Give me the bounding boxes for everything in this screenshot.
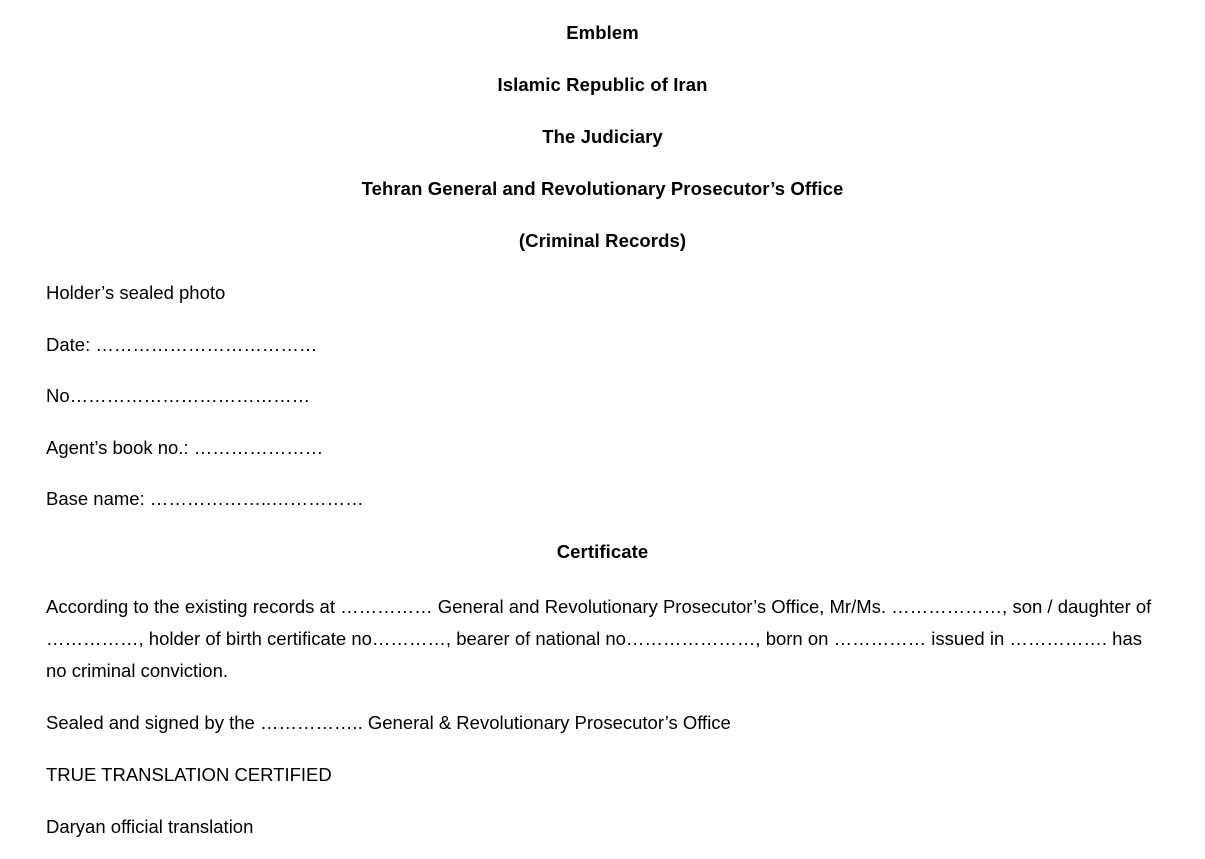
paragraph-translator-name: Daryan official translation bbox=[46, 816, 254, 837]
paragraph-true-translation-certified: TRUE TRANSLATION CERTIFIED bbox=[46, 764, 332, 785]
paragraph-main-statement: According to the existing records at …………… General and Revolutionary Prosecutor’s Office, Mr/Ms. ………………, son / daughter of ……………, holder of birth certificate no…………, bearer of national no…………………, born on …………… issued in ……………. has no criminal conviction. bbox=[46, 596, 1152, 681]
heading-judiciary: The Judiciary bbox=[542, 126, 663, 147]
paragraph-sealed-signed: Sealed and signed by the …………….. General & Revolutionary Prosecutor’s Office bbox=[46, 712, 731, 733]
field-agent-book-no: Agent’s book no.: ………………… bbox=[46, 437, 324, 458]
field-number: No………………………………… bbox=[46, 385, 311, 406]
heading-criminal-records: (Criminal Records) bbox=[518, 230, 687, 251]
heading-country: Islamic Republic of Iran bbox=[497, 74, 708, 95]
field-base-name: Base name: ………………..…………… bbox=[46, 488, 364, 509]
field-date: Date: ……………………………… bbox=[46, 334, 318, 355]
heading-prosecutors-office: Tehran General and Revolutionary Prosecutor’s Office bbox=[361, 178, 844, 199]
heading-emblem: Emblem bbox=[566, 22, 639, 43]
field-holder-sealed-photo: Holder’s sealed photo bbox=[46, 282, 226, 303]
heading-certificate: Certificate bbox=[556, 541, 649, 562]
